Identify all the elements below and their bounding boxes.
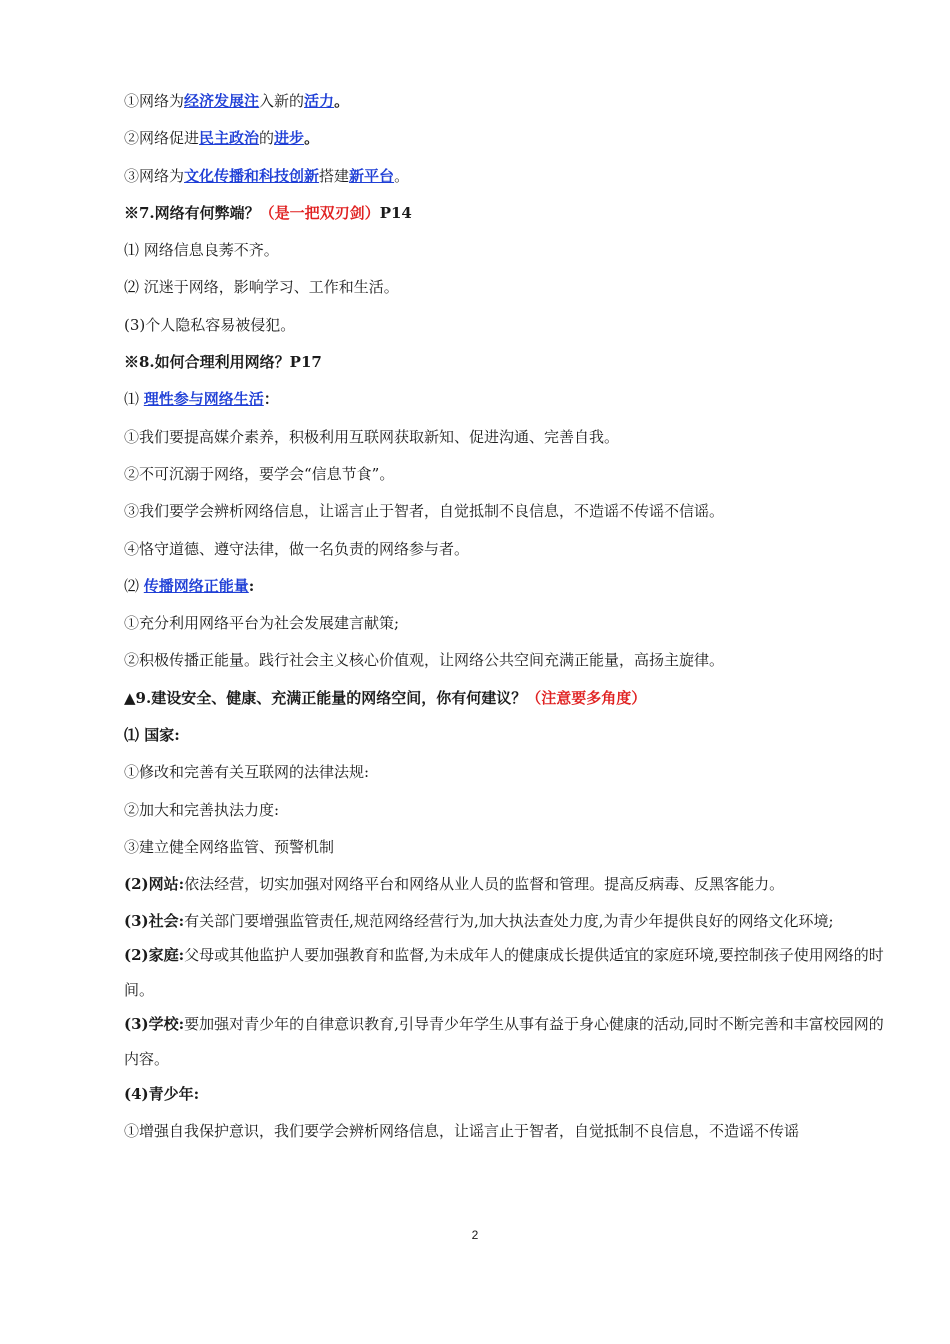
paragraph-society: (3)社会:有关部门要增强监管责任,规范网络经营行为,加大执法查处力度,为青少年提供良好的网络文化环境; [124, 911, 834, 930]
list-item: ①修改和完善有关互联网的法律法规: [124, 763, 370, 782]
question-7-heading: ※7.网络有何弊端？（是一把双刃剑）P14 [124, 203, 412, 222]
keyword: 经济发展注 [184, 92, 260, 110]
question-9-heading: ▲9.建设安全、健康、充满正能量的网络空间，你有何建议？（注意要多角度） [124, 688, 647, 707]
list-item: ②加大和完善执法力度: [124, 800, 280, 819]
list-item: ④恪守道德、遵守法律，做一名负责的网络参与者。 [124, 539, 470, 558]
list-item: ②积极传播正能量。践行社会主义核心价值观，让网络公共空间充满正能量，高扬主旋律。 [124, 651, 725, 670]
page-number: 2 [471, 1228, 479, 1242]
keyword: 新平台 [349, 166, 395, 185]
keyword: 民主政治 [199, 129, 260, 148]
paragraph-website: (2)网站:依法经营，切实加强对网络平台和网络从业人员的监督和管理。提高反病毒、反黑客能力。 [124, 875, 785, 894]
document-body [124, 86, 890, 1153]
list-item: (3)个人隐私容易被侵犯。 [124, 315, 296, 334]
keyword: 进步 [274, 129, 305, 148]
list-item: ①我们要提高媒介素养，积极利用互联网获取新知、促进沟通、完善自我。 [124, 427, 620, 446]
list-item: ③建立健全网络监管、预警机制 [124, 837, 335, 856]
question-8-heading: ※8.如何合理利用网络？P17 [124, 353, 322, 372]
subheading-positive-energy: ⑵ 传播网络正能量: [124, 576, 255, 595]
keyword: 文化传播和科技创新 [184, 166, 320, 185]
paragraph-school: (3)学校:要加强对青少年的自律意识教育,引导青少年学生从事有益于身心健康的活动,同时不断完善和丰富校园网的内容。 [124, 1014, 884, 1068]
list-item: ⑵ 沉迷于网络，影响学习、工作和生活。 [124, 278, 399, 297]
list-item: ⑴ 网络信息良莠不齐。 [124, 241, 279, 260]
point-culture: ③网络为文化传播和科技创新搭建新平台。 [124, 166, 410, 185]
note-red: （是一把双刃剑） [259, 203, 380, 222]
list-item: ②不可沉溺于网络，要学会“信息节食”。 [124, 464, 395, 483]
keyword: 传播网络正能量 [143, 576, 249, 595]
list-item: ③我们要学会辨析网络信息，让谣言止于智者，自觉抵制不良信息，不造谣不传谣不信谣。 [124, 502, 725, 521]
list-item: ①充分利用网络平台为社会发展建言献策; [124, 614, 400, 633]
subheading-rational: ⑴ 理性参与网络生活： [124, 390, 279, 409]
keyword: 活力 [304, 92, 335, 110]
subheading-state: ⑴ 国家: [124, 726, 180, 745]
point-democracy: ②网络促进民主政治的进步。 [124, 129, 320, 148]
note-red: （注意要多角度） [526, 688, 647, 707]
list-item: ①增强自我保护意识，我们要学会辨析网络信息，让谣言止于智者，自觉抵制不良信息，不造谣不传谣 [124, 1121, 800, 1140]
paragraph-family: (2)家庭:父母或其他监护人要加强教育和监督,为未成年人的健康成长提供适宜的家庭环境,要控制孩子使用网络的时间。 [124, 945, 884, 999]
keyword: 理性参与网络生活 [143, 390, 264, 409]
subheading-youth: (4)青少年: [124, 1084, 200, 1103]
point-economy: ①网络为经济发展注入新的活力。 [124, 92, 350, 110]
